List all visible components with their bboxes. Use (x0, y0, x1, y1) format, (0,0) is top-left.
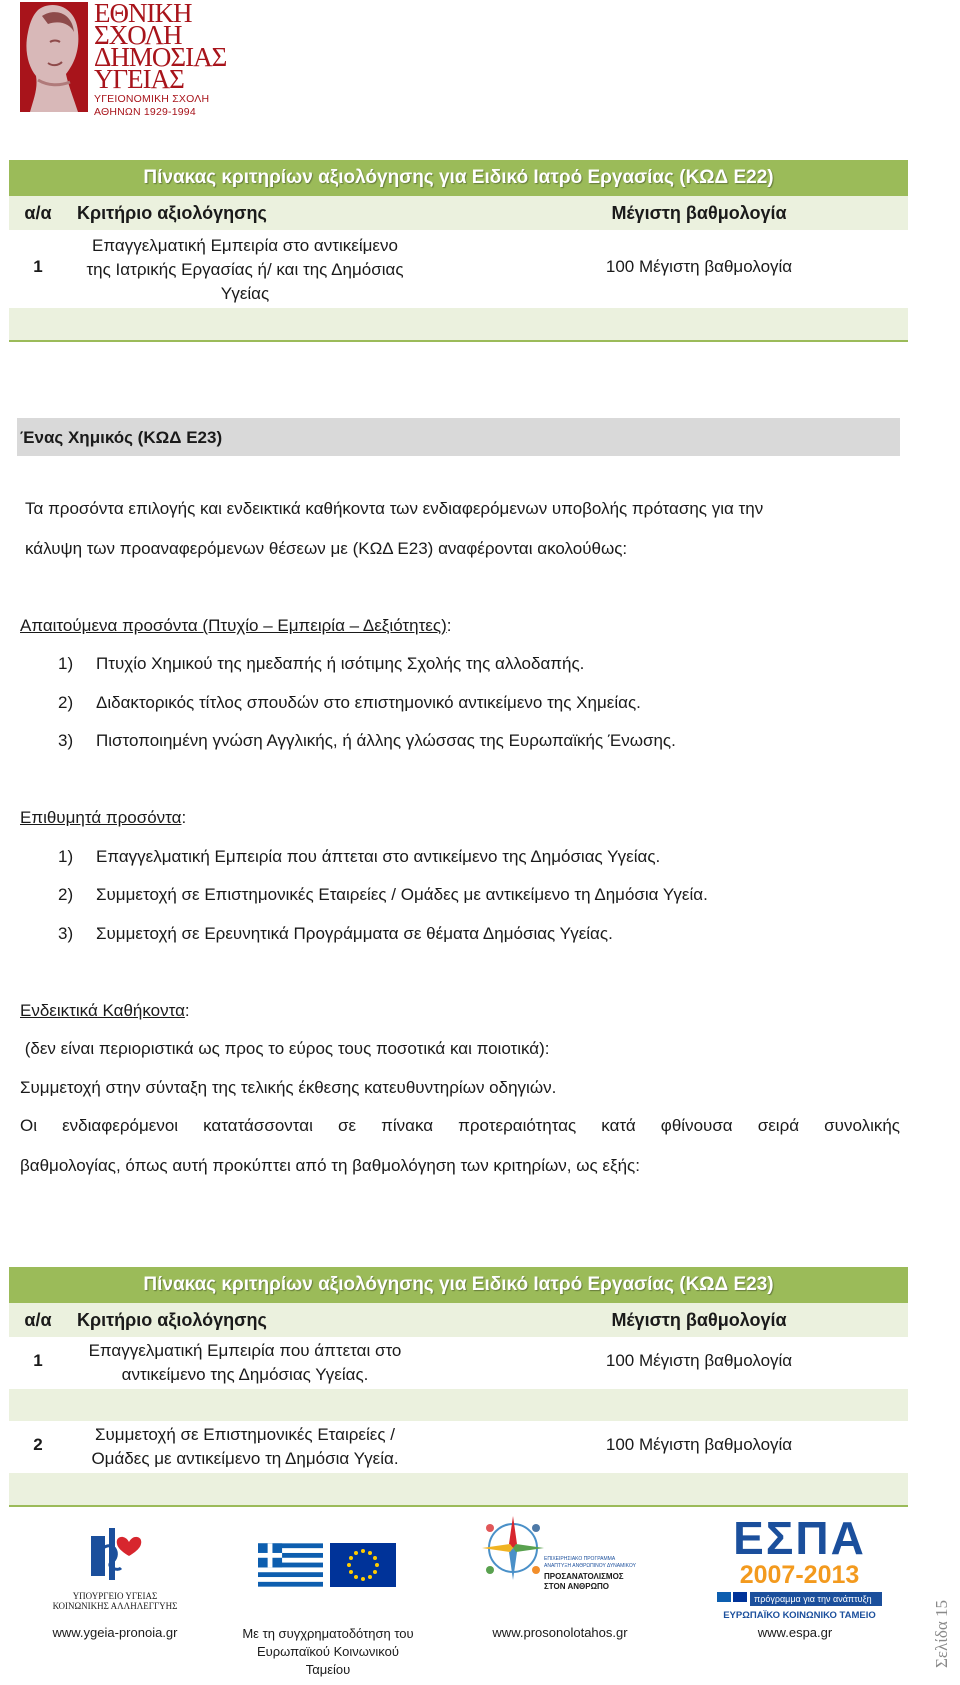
duties-note: (δεν είναι περιοριστικά ως προς το εύρος τους ποσοτικά και ποιοτικά): (20, 1039, 550, 1058)
item-number: 2) (58, 693, 74, 712)
item-text: Επαγγελματική Εμπειρία που άπτεται στο αντικείμενο της Δημόσιας Υγείας. (96, 847, 661, 866)
header-criterion: Κριτήριο αξιολόγησης (77, 1310, 267, 1330)
school-logo (20, 0, 275, 118)
program-logo (478, 1512, 638, 1589)
table-title: Πίνακας κριτηρίων αξιολόγησης για Ειδικό Ιατρό Εργασίας (ΚΩΔ Ε23) (9, 1267, 908, 1303)
flags-mini-icon (717, 1592, 747, 1606)
program-name: ΠΡΟΣΑΝΑΤΟΛΙΣΜΟΣ (544, 1572, 624, 1581)
program-name: ΕΠΙΧΕΙΡΗΣΙΑΚΟ ΠΡΟΓΡΑΜΜΑ (544, 1556, 616, 1562)
list-item (58, 693, 641, 713)
item-number: 3) (58, 924, 74, 943)
ranking-line: βαθμολογίας, όπως αυτή προκύπτει από τη βαθμολόγηση των κριτηρίων, ως εξής: (20, 1156, 640, 1175)
table-title: Πίνακας κριτηρίων αξιολόγησης για Ειδικό Ιατρό Εργασίας (ΚΩΔ Ε22) (9, 160, 908, 196)
ministry-name: ΚΟΙΝΩΝΙΚΗΣ ΑΛΛΗΛΕΓΓΥΗΣ (52, 1601, 178, 1611)
criteria-table-e22 (9, 160, 908, 342)
item-text: Πιστοποιημένη γνώση Αγγλικής, ή άλλης γλώσσας της Ευρωπαϊκής Ένωσης. (96, 731, 676, 750)
footer-link[interactable]: www.ygeia-pronoia.gr (52, 1625, 178, 1640)
item-text: Συμμετοχή σε Ερευνητικά Προγράμματα σε θέματα Δημόσιας Υγείας. (96, 924, 613, 943)
section-title: Ένας Χημικός (ΚΩΔ Ε23) (20, 428, 223, 447)
eu-flag-icon (330, 1543, 396, 1587)
row-max-score: 100 Μέγιστη βαθμολογία (605, 1351, 793, 1370)
ministry-name: ΥΠΟΥΡΓΕΙΟ ΥΓΕΙΑΣ (72, 1591, 158, 1601)
table-spacer-row (9, 1473, 908, 1507)
item-number: 2) (58, 885, 74, 904)
intro-line: κάλυψη των προαναφερόμενων θέσεων με (ΚΩΔ Ε23) αναφέρονται ακολούθως: (25, 539, 628, 558)
footer-link[interactable]: www.prosonolotahos.gr (492, 1625, 628, 1640)
duties-heading-text: Ενδεικτικά Καθήκοντα (20, 1001, 185, 1020)
logo-line: ΔΗΜΟΣΙΑΣ (94, 42, 227, 72)
row-num: 1 (33, 1351, 43, 1370)
cofunding-note (228, 1625, 428, 1679)
item-number: 1) (58, 654, 74, 673)
logo-subtitle: ΥΓΕΙΟΝΟΜΙΚΗ ΣΧΟΛΗ (94, 93, 210, 105)
row-criterion (75, 234, 415, 306)
header-num: α/α (24, 203, 52, 223)
required-heading: Απαιτούμενα προσόντα (Πτυχίο – Εμπειρία – Δεξιότητες): (20, 616, 452, 635)
item-number: 3) (58, 731, 74, 750)
table-row (9, 1337, 908, 1389)
list-item (58, 924, 613, 944)
program-name: ΣΤΟΝ ΑΝΘΡΩΠΟ (544, 1582, 609, 1591)
espa-slogan: πρόγραμμα για την ανάπτυξη (750, 1592, 882, 1606)
criterion-line: αντικείμενο της Δημόσιας Υγείας. (121, 1365, 369, 1384)
required-heading-text: Απαιτούμενα προσόντα (Πτυχίο – Εμπειρία – Δεξιότητες) (20, 616, 447, 635)
header-criterion: Κριτήριο αξιολόγησης (77, 203, 267, 223)
header-max-score: Μέγιστη βαθμολογία (611, 203, 787, 223)
row-num: 2 (33, 1435, 43, 1454)
item-text: Διδακτορικός τίτλος σπουδών στο επιστημονικό αντικείμενο της Χημείας. (96, 693, 641, 712)
row-num: 1 (33, 257, 43, 276)
criterion-line: Συμμετοχή σε Επιστημονικές Εταιρείες / (94, 1425, 396, 1444)
criterion-line: Υγείας (220, 284, 270, 303)
criterion-line: Επαγγελματική Εμπειρία στο αντικείμενο (92, 236, 398, 255)
duties-heading: Ενδεικτικά Καθήκοντα: (20, 1001, 190, 1020)
criteria-table-e23 (9, 1267, 908, 1507)
page-number: Σελίδα 15 (932, 1600, 951, 1669)
greek-flag-icon (258, 1543, 323, 1587)
compass-people-icon (478, 1512, 548, 1584)
logo-wordmark (94, 2, 274, 119)
espa-logo (717, 1512, 882, 1621)
list-item (58, 885, 708, 905)
list-item (58, 847, 660, 867)
espa-years: 2007-2013 (739, 1561, 860, 1589)
caduceus-heart-icon (85, 1522, 145, 1582)
criterion-line: Ομάδες με αντικείμενο τη Δημόσια Υγεία. (91, 1449, 399, 1468)
table-row (9, 1421, 908, 1473)
list-item (58, 731, 676, 751)
desired-heading: Επιθυμητά προσόντα: (20, 808, 187, 827)
row-max-score: 100 Μέγιστη βαθμολογία (605, 257, 793, 276)
header-num: α/α (24, 1310, 52, 1330)
table-header-row (9, 196, 908, 230)
row-criterion (75, 1339, 415, 1387)
flags-logo (258, 1543, 396, 1587)
logo-line: ΣΧΟΛΗ (94, 20, 182, 50)
espa-title: ΕΣΠΑ (733, 1512, 866, 1564)
ranking-line: Οι ενδιαφερόμενοι κατατάσσονται σε πίνακα προτεραιότητας κατά φθίνουσα σειρά συνολικής (20, 1116, 900, 1135)
item-text: Πτυχίο Χημικού της ημεδαπής ή ισότιμης Σχολής της αλλοδαπής. (96, 654, 585, 673)
logo-subtitle: ΑΘΗΝΩΝ 1929-1994 (94, 106, 196, 118)
criterion-line: της Ιατρικής Εργασίας ή/ και της Δημόσιας (86, 260, 404, 279)
program-name: ΑΝΑΠΤΥΞΗ ΑΝΘΡΩΠΙΝΟΥ ΔΥΝΑΜΙΚΟΥ (544, 1563, 636, 1569)
row-max-score: 100 Μέγιστη βαθμολογία (605, 1435, 793, 1454)
footer-link[interactable]: www.espa.gr (757, 1625, 833, 1640)
item-number: 1) (58, 847, 74, 866)
desired-heading-text: Επιθυμητά προσόντα (20, 808, 182, 827)
cofunding-line: Ταμείου (305, 1662, 351, 1677)
logo-line: ΕΘΝΙΚΗ (94, 0, 192, 28)
item-text: Συμμετοχή σε Επιστημονικές Εταιρείες / Ομάδες με αντικείμενο τη Δημόσια Υγεία. (96, 885, 708, 904)
table-spacer-row (9, 308, 908, 342)
cofunding-line: Με τη συγχρηματοδότηση του (242, 1626, 414, 1641)
table-row (9, 230, 908, 308)
espa-slogan-band (717, 1592, 882, 1606)
table-spacer-row (9, 1389, 908, 1421)
cofunding-line: Ευρωπαϊκού Κοινωνικού (257, 1644, 399, 1659)
header-max-score: Μέγιστη βαθμολογία (611, 1310, 787, 1330)
list-item (58, 654, 584, 674)
logo-line: ΥΓΕΙΑΣ (94, 64, 184, 94)
row-criterion (75, 1423, 415, 1471)
espa-fund: ΕΥΡΩΠΑΪΚΟ ΚΟΙΝΩΝΙΚΟ ΤΑΜΕΙΟ (723, 1610, 876, 1621)
bust-statue-icon (20, 2, 88, 112)
criterion-line: Επαγγελματική Εμπειρία που άπτεται στο (88, 1341, 402, 1360)
ministry-logo (45, 1522, 185, 1611)
intro-line: Τα προσόντα επιλογής και ενδεικτικά καθήκοντα των ενδιαφερόμενων υποβολής πρότασης για την (25, 499, 764, 518)
duties-text: Συμμετοχή στην σύνταξη της τελικής έκθεσης κατευθυντηρίων οδηγιών. (20, 1078, 557, 1097)
table-header-row (9, 1303, 908, 1337)
